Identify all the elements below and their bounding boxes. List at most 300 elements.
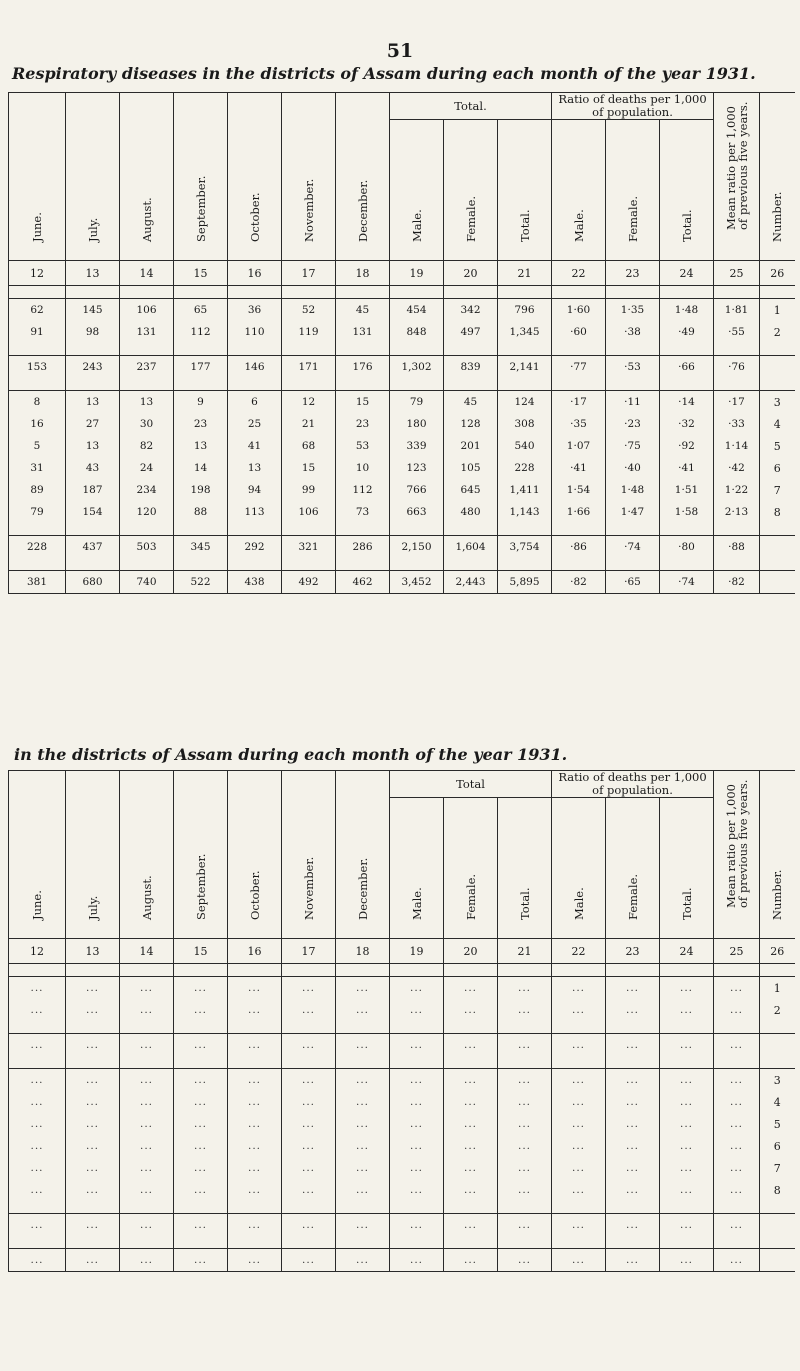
spacer-row — [9, 1201, 795, 1214]
table-cell: ·55 — [714, 321, 760, 343]
table-cell: ·74 — [660, 571, 714, 594]
placeholder-cell: ... — [228, 1249, 282, 1272]
placeholder-cell: ... — [390, 1214, 444, 1237]
placeholder-cell: ... — [390, 1249, 444, 1272]
placeholder-cell: ... — [552, 1157, 606, 1179]
table-row — [9, 435, 795, 457]
table-cell: 680 — [66, 571, 120, 594]
table-cell: 1·51 — [660, 479, 714, 501]
placeholder-cell: ... — [9, 1179, 66, 1201]
table-cell: 13 — [228, 457, 282, 479]
row-number: 8 — [760, 1179, 795, 1201]
table-cell: ·42 — [714, 457, 760, 479]
placeholder-cell: ... — [498, 1179, 552, 1201]
spacer-row — [9, 1021, 795, 1034]
table-title-top: Respiratory diseases in the districts of Assam during each month of the year 1931. — [12, 64, 756, 83]
table-cell: 68 — [282, 435, 336, 457]
table-cell: 52 — [282, 299, 336, 322]
placeholder-cell: ... — [444, 999, 498, 1021]
header-ratio-male: Male. — [552, 120, 606, 261]
placeholder-cell: ... — [606, 1091, 660, 1113]
placeholder-cell: ... — [336, 999, 390, 1021]
table-cell: 94 — [228, 479, 282, 501]
placeholder-cell: ... — [282, 1091, 336, 1113]
placeholder-cell: ... — [390, 999, 444, 1021]
placeholder-cell: ... — [606, 1179, 660, 1201]
header-october: October. — [228, 771, 282, 939]
row-number: 7 — [760, 1157, 795, 1179]
table-top-header — [9, 93, 795, 286]
placeholder-cell: ... — [174, 1135, 228, 1157]
placeholder-cell: ... — [9, 999, 66, 1021]
header-july: July. — [66, 93, 120, 261]
table-cell: 8 — [9, 391, 66, 414]
table-cell: 540 — [498, 435, 552, 457]
table-cell: 1·54 — [552, 479, 606, 501]
table-cell: 1·48 — [660, 299, 714, 322]
spacer-row — [9, 378, 795, 391]
table-cell: 9 — [174, 391, 228, 414]
placeholder-cell: ... — [120, 1135, 174, 1157]
header-ratio-female: Female. — [606, 798, 660, 939]
placeholder-cell: ... — [714, 1091, 760, 1113]
placeholder-cell: ... — [444, 1034, 498, 1057]
table-cell: 1·48 — [606, 479, 660, 501]
table-cell: ·88 — [714, 536, 760, 559]
placeholder-cell: ... — [120, 999, 174, 1021]
table-cell: ·11 — [606, 391, 660, 414]
placeholder-cell: ... — [174, 1113, 228, 1135]
placeholder-cell: ... — [714, 1249, 760, 1272]
table-cell: 1·66 — [552, 501, 606, 523]
placeholder-cell: ... — [444, 1157, 498, 1179]
table-cell: 153 — [9, 356, 66, 379]
row-number: 6 — [760, 457, 795, 479]
table-cell: 123 — [390, 457, 444, 479]
header-total-male: Male. — [390, 798, 444, 939]
table-cell: ·33 — [714, 413, 760, 435]
header-total-male: Male. — [390, 120, 444, 261]
header-september: September. — [174, 93, 228, 261]
spacer-row — [9, 1236, 795, 1249]
placeholder-cell: ... — [552, 1135, 606, 1157]
row-number — [760, 571, 795, 594]
spacer-row — [9, 343, 795, 356]
table-cell: 437 — [66, 536, 120, 559]
table-cell: ·14 — [660, 391, 714, 414]
placeholder-cell: ... — [66, 1157, 120, 1179]
table-cell: 15 — [282, 457, 336, 479]
placeholder-cell: ... — [444, 1069, 498, 1092]
table-cell: 228 — [498, 457, 552, 479]
table-cell: 14 — [174, 457, 228, 479]
placeholder-cell: ... — [120, 977, 174, 1000]
header-october: October. — [228, 93, 282, 261]
table-cell: 177 — [174, 356, 228, 379]
table-cell: 23 — [336, 413, 390, 435]
placeholder-cell: ... — [714, 1034, 760, 1057]
placeholder-cell: ... — [228, 1091, 282, 1113]
table-row — [9, 1214, 795, 1237]
table-cell: 131 — [336, 321, 390, 343]
table-cell: 201 — [444, 435, 498, 457]
placeholder-cell: ... — [174, 1249, 228, 1272]
table-cell: 171 — [282, 356, 336, 379]
table-cell: ·23 — [606, 413, 660, 435]
placeholder-cell: ... — [390, 1135, 444, 1157]
placeholder-cell: ... — [390, 1179, 444, 1201]
placeholder-cell: ... — [282, 1249, 336, 1272]
placeholder-cell: ... — [120, 1214, 174, 1237]
table-cell: 25 — [228, 413, 282, 435]
placeholder-cell: ... — [552, 1091, 606, 1113]
header-mean-ratio: Mean ratio per 1,000 of previous five years. — [714, 93, 760, 261]
header-total-female: Female. — [444, 120, 498, 261]
placeholder-cell: ... — [336, 977, 390, 1000]
placeholder-cell: ... — [174, 1091, 228, 1113]
row-number — [760, 1214, 795, 1237]
placeholder-cell: ... — [336, 1135, 390, 1157]
header-august: August. — [120, 771, 174, 939]
placeholder-cell: ... — [120, 1069, 174, 1092]
header-ratio-total: Total. — [660, 120, 714, 261]
table-row — [9, 321, 795, 343]
table-cell: 3,452 — [390, 571, 444, 594]
placeholder-cell: ... — [660, 1179, 714, 1201]
placeholder-cell: ... — [66, 1179, 120, 1201]
placeholder-cell: ... — [9, 977, 66, 1000]
table-cell: 105 — [444, 457, 498, 479]
placeholder-cell: ... — [552, 1179, 606, 1201]
table-cell: 45 — [444, 391, 498, 414]
placeholder-cell: ... — [660, 1034, 714, 1057]
table-row — [9, 1113, 795, 1135]
placeholder-cell: ... — [66, 1214, 120, 1237]
placeholder-cell: ... — [9, 1157, 66, 1179]
placeholder-cell: ... — [390, 1069, 444, 1092]
table-cell: 154 — [66, 501, 120, 523]
header-number: Number. — [760, 93, 795, 261]
placeholder-cell: ... — [120, 1179, 174, 1201]
table-cell: 112 — [336, 479, 390, 501]
row-number — [760, 536, 795, 559]
table-cell: 45 — [336, 299, 390, 322]
table-cell: ·49 — [660, 321, 714, 343]
table-cell: ·76 — [714, 356, 760, 379]
placeholder-cell: ... — [336, 1179, 390, 1201]
table-cell: ·82 — [552, 571, 606, 594]
table-cell: 234 — [120, 479, 174, 501]
placeholder-cell: ... — [9, 1249, 66, 1272]
placeholder-cell: ... — [228, 1069, 282, 1092]
table-cell: 1,302 — [390, 356, 444, 379]
table-cell: 2,443 — [444, 571, 498, 594]
placeholder-cell: ... — [174, 1179, 228, 1201]
table-row — [9, 1135, 795, 1157]
table-cell: 480 — [444, 501, 498, 523]
table-cell: 112 — [174, 321, 228, 343]
table-top-body — [9, 286, 795, 594]
table-cell: 106 — [120, 299, 174, 322]
table-cell: 243 — [66, 356, 120, 379]
table-cell: 2,150 — [390, 536, 444, 559]
table-cell: 1·35 — [606, 299, 660, 322]
placeholder-cell: ... — [228, 1157, 282, 1179]
header-november: November. — [282, 771, 336, 939]
placeholder-cell: ... — [336, 1034, 390, 1057]
placeholder-cell: ... — [390, 1113, 444, 1135]
table-cell: 228 — [9, 536, 66, 559]
table-cell: 13 — [174, 435, 228, 457]
placeholder-cell: ... — [552, 977, 606, 1000]
table-row — [9, 457, 795, 479]
placeholder-cell: ... — [282, 1214, 336, 1237]
table-cell: 2·13 — [714, 501, 760, 523]
placeholder-cell: ... — [606, 1214, 660, 1237]
table-cell: 740 — [120, 571, 174, 594]
row-number — [760, 1034, 795, 1057]
row-number — [760, 1249, 795, 1272]
header-december: December. — [336, 771, 390, 939]
header-november: November. — [282, 93, 336, 261]
placeholder-cell: ... — [444, 1249, 498, 1272]
table-row — [9, 1034, 795, 1057]
placeholder-cell: ... — [228, 977, 282, 1000]
table-cell: 36 — [228, 299, 282, 322]
table-cell: ·75 — [606, 435, 660, 457]
table-row — [9, 479, 795, 501]
table-bottom-body — [9, 964, 795, 1272]
placeholder-cell: ... — [660, 1113, 714, 1135]
header-ratio-male: Male. — [552, 798, 606, 939]
row-number: 1 — [760, 299, 795, 322]
table-cell: 663 — [390, 501, 444, 523]
table-cell: 1·47 — [606, 501, 660, 523]
table-cell: 43 — [66, 457, 120, 479]
table-row — [9, 299, 795, 322]
placeholder-cell: ... — [174, 977, 228, 1000]
table-row — [9, 1069, 795, 1092]
header-ratio-total: Total. — [660, 798, 714, 939]
placeholder-cell: ... — [498, 1214, 552, 1237]
placeholder-cell: ... — [660, 1157, 714, 1179]
table-cell: 73 — [336, 501, 390, 523]
row-number: 1 — [760, 977, 795, 1000]
table-row — [9, 1179, 795, 1201]
placeholder-cell: ... — [174, 999, 228, 1021]
placeholder-cell: ... — [606, 977, 660, 1000]
spacer-row — [9, 286, 795, 299]
placeholder-cell: ... — [552, 1249, 606, 1272]
header-ratio-group: Ratio of deaths per 1,000 of population. — [552, 93, 714, 120]
placeholder-cell: ... — [714, 1069, 760, 1092]
placeholder-cell: ... — [498, 1249, 552, 1272]
placeholder-cell: ... — [390, 1157, 444, 1179]
table-row — [9, 571, 795, 594]
placeholder-cell: ... — [552, 999, 606, 1021]
placeholder-cell: ... — [66, 1135, 120, 1157]
table-cell: ·60 — [552, 321, 606, 343]
table-cell: 462 — [336, 571, 390, 594]
table-cell: 339 — [390, 435, 444, 457]
table-cell: 766 — [390, 479, 444, 501]
table-bottom — [8, 770, 795, 1272]
table-row — [9, 356, 795, 379]
header-total-group: Total — [390, 771, 552, 798]
placeholder-cell: ... — [498, 1113, 552, 1135]
table-cell: 31 — [9, 457, 66, 479]
placeholder-cell: ... — [174, 1157, 228, 1179]
table-cell: 187 — [66, 479, 120, 501]
placeholder-cell: ... — [606, 1157, 660, 1179]
table-row — [9, 1091, 795, 1113]
placeholder-cell: ... — [66, 999, 120, 1021]
placeholder-cell: ... — [660, 1091, 714, 1113]
header-june: June. — [9, 93, 66, 261]
table-cell: 503 — [120, 536, 174, 559]
table-cell: 308 — [498, 413, 552, 435]
table-cell: 98 — [66, 321, 120, 343]
table-cell: 113 — [228, 501, 282, 523]
placeholder-cell: ... — [228, 1179, 282, 1201]
placeholder-cell: ... — [9, 1214, 66, 1237]
placeholder-cell: ... — [552, 1069, 606, 1092]
placeholder-cell: ... — [444, 1135, 498, 1157]
placeholder-cell: ... — [714, 1179, 760, 1201]
placeholder-cell: ... — [228, 1113, 282, 1135]
table-row — [9, 999, 795, 1021]
table-cell: 91 — [9, 321, 66, 343]
table-cell: 522 — [174, 571, 228, 594]
table-cell: ·41 — [552, 457, 606, 479]
table-cell: ·53 — [606, 356, 660, 379]
table-cell: 5,895 — [498, 571, 552, 594]
placeholder-cell: ... — [336, 1069, 390, 1092]
placeholder-cell: ... — [498, 977, 552, 1000]
row-number: 3 — [760, 391, 795, 414]
placeholder-cell: ... — [336, 1249, 390, 1272]
table-cell: ·86 — [552, 536, 606, 559]
table-cell: 53 — [336, 435, 390, 457]
placeholder-cell: ... — [282, 977, 336, 1000]
table-cell: 1·60 — [552, 299, 606, 322]
placeholder-cell: ... — [336, 1113, 390, 1135]
table-row — [9, 536, 795, 559]
table-cell: 82 — [120, 435, 174, 457]
placeholder-cell: ... — [66, 1113, 120, 1135]
header-ratio-female: Female. — [606, 120, 660, 261]
table-cell: 286 — [336, 536, 390, 559]
table-cell: ·41 — [660, 457, 714, 479]
placeholder-cell: ... — [498, 1069, 552, 1092]
table-cell: 342 — [444, 299, 498, 322]
row-number: 6 — [760, 1135, 795, 1157]
placeholder-cell: ... — [120, 1091, 174, 1113]
placeholder-cell: ... — [444, 1091, 498, 1113]
table-row — [9, 977, 795, 1000]
placeholder-cell: ... — [174, 1214, 228, 1237]
column-number-row: 12 13 14 15 16 17 18 19 20 21 22 23 24 25 26 — [9, 939, 795, 964]
table-cell: ·80 — [660, 536, 714, 559]
table-cell: 497 — [444, 321, 498, 343]
table-cell: 128 — [444, 413, 498, 435]
table-top — [8, 92, 795, 594]
placeholder-cell: ... — [606, 1249, 660, 1272]
placeholder-cell: ... — [120, 1034, 174, 1057]
placeholder-cell: ... — [228, 1214, 282, 1237]
placeholder-cell: ... — [9, 1034, 66, 1057]
table-cell: 1·58 — [660, 501, 714, 523]
header-september: September. — [174, 771, 228, 939]
placeholder-cell: ... — [390, 1091, 444, 1113]
table-cell: ·17 — [552, 391, 606, 414]
table-cell: 1·14 — [714, 435, 760, 457]
table-cell: ·66 — [660, 356, 714, 379]
placeholder-cell: ... — [336, 1214, 390, 1237]
table-cell: 5 — [9, 435, 66, 457]
row-number: 4 — [760, 413, 795, 435]
placeholder-cell: ... — [120, 1249, 174, 1272]
placeholder-cell: ... — [660, 1249, 714, 1272]
table-bottom-header — [9, 771, 795, 964]
row-number: 7 — [760, 479, 795, 501]
placeholder-cell: ... — [120, 1113, 174, 1135]
table-cell: 321 — [282, 536, 336, 559]
table-cell: 3,754 — [498, 536, 552, 559]
table-cell: 131 — [120, 321, 174, 343]
row-number: 3 — [760, 1069, 795, 1092]
placeholder-cell: ... — [660, 1069, 714, 1092]
table-cell: 176 — [336, 356, 390, 379]
table-row — [9, 501, 795, 523]
placeholder-cell: ... — [714, 1214, 760, 1237]
table-cell: 89 — [9, 479, 66, 501]
header-ratio-group: Ratio of deaths per 1,000 of population. — [552, 771, 714, 798]
placeholder-cell: ... — [660, 977, 714, 1000]
placeholder-cell: ... — [606, 1069, 660, 1092]
placeholder-cell: ... — [606, 1113, 660, 1135]
table-row — [9, 1249, 795, 1272]
header-total-female: Female. — [444, 798, 498, 939]
placeholder-cell: ... — [498, 1135, 552, 1157]
placeholder-cell: ... — [9, 1135, 66, 1157]
header-july: July. — [66, 771, 120, 939]
table-cell: 10 — [336, 457, 390, 479]
table-cell: 145 — [66, 299, 120, 322]
row-number: 2 — [760, 999, 795, 1021]
placeholder-cell: ... — [444, 977, 498, 1000]
table-cell: 1,345 — [498, 321, 552, 343]
placeholder-cell: ... — [714, 999, 760, 1021]
table-cell: 24 — [120, 457, 174, 479]
spacer-row — [9, 523, 795, 536]
placeholder-cell: ... — [282, 1034, 336, 1057]
table-cell: 41 — [228, 435, 282, 457]
table-cell: 110 — [228, 321, 282, 343]
page-number: 51 — [386, 40, 414, 62]
table-cell: ·35 — [552, 413, 606, 435]
table-cell: 237 — [120, 356, 174, 379]
placeholder-cell: ... — [606, 1034, 660, 1057]
placeholder-cell: ... — [552, 1214, 606, 1237]
table-cell: ·38 — [606, 321, 660, 343]
table-cell: ·65 — [606, 571, 660, 594]
table-cell: 27 — [66, 413, 120, 435]
placeholder-cell: ... — [66, 1249, 120, 1272]
placeholder-cell: ... — [498, 1091, 552, 1113]
placeholder-cell: ... — [282, 1113, 336, 1135]
table-cell: 345 — [174, 536, 228, 559]
